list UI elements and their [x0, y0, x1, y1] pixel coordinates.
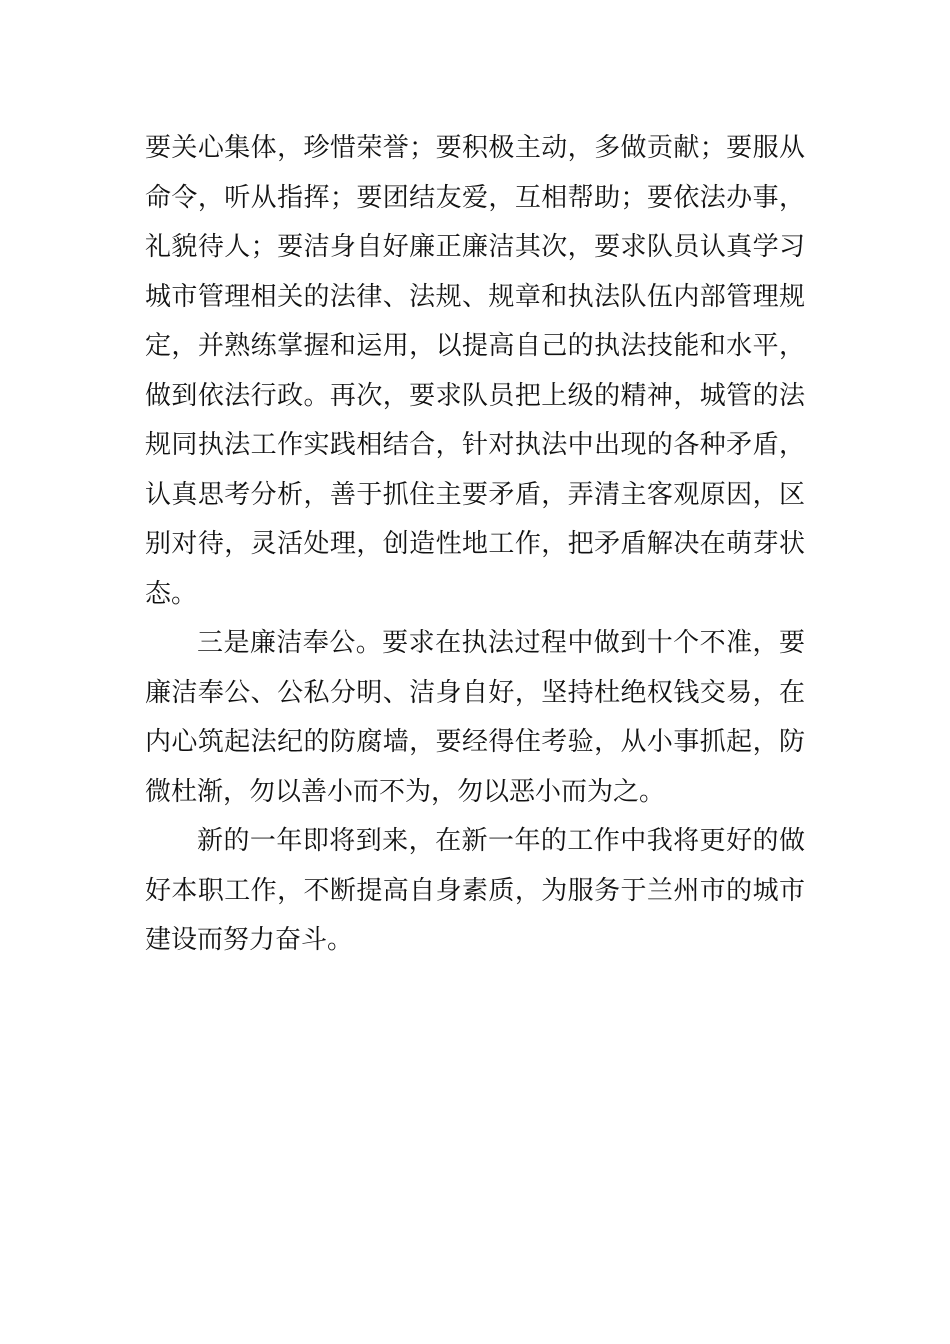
text-line: 城市管理相关的法律、法规、规章和执法队伍内部管理规 — [145, 281, 805, 312]
document-body — [145, 124, 805, 966]
text-line: 命令，听从指挥；要团结友爱，互相帮助；要依法办事， — [145, 182, 805, 213]
text-line: 建设而努力奋斗。 — [145, 925, 354, 955]
text-line: 微杜渐，勿以善小而不为，勿以恶小而为之。 — [145, 776, 666, 807]
text-line: 好本职工作，不断提高自身素质，为服务于兰州市的城市 — [145, 875, 805, 906]
paragraph-1 — [145, 124, 805, 619]
text-line: 内心筑起法纪的防腐墙，要经得住考验，从小事抓起，防 — [145, 727, 805, 757]
text-line: 规同执法工作实践相结合，针对执法中出现的各种矛盾， — [145, 430, 805, 460]
text-line: 别对待，灵活处理，创造性地工作，把矛盾解决在萌芽状 — [145, 529, 805, 559]
text-line: 定，并熟练掌握和运用，以提高自己的执法技能和水平， — [145, 331, 805, 361]
text-line: 廉洁奉公、公私分明、洁身自好，坚持杜绝权钱交易，在 — [145, 677, 805, 708]
text-line: 要关心集体，珍惜荣誉；要积极主动，多做贡献；要服从 — [145, 133, 805, 163]
paragraph-2 — [145, 619, 805, 817]
text-line: 新的一年即将到来，在新一年的工作中我将更好的做 — [197, 826, 805, 856]
text-line: 做到依法行政。再次，要求队员把上级的精神，城管的法 — [145, 380, 805, 411]
text-line: 认真思考分析，善于抓住主要矛盾，弄清主客观原因，区 — [145, 479, 805, 510]
paragraph-3 — [145, 817, 805, 966]
text-line: 态。 — [145, 578, 198, 609]
text-line: 礼貌待人；要洁身自好廉正廉洁其次，要求队员认真学习 — [145, 232, 805, 262]
text-line: 三是廉洁奉公。要求在执法过程中做到十个不准，要 — [197, 628, 805, 658]
